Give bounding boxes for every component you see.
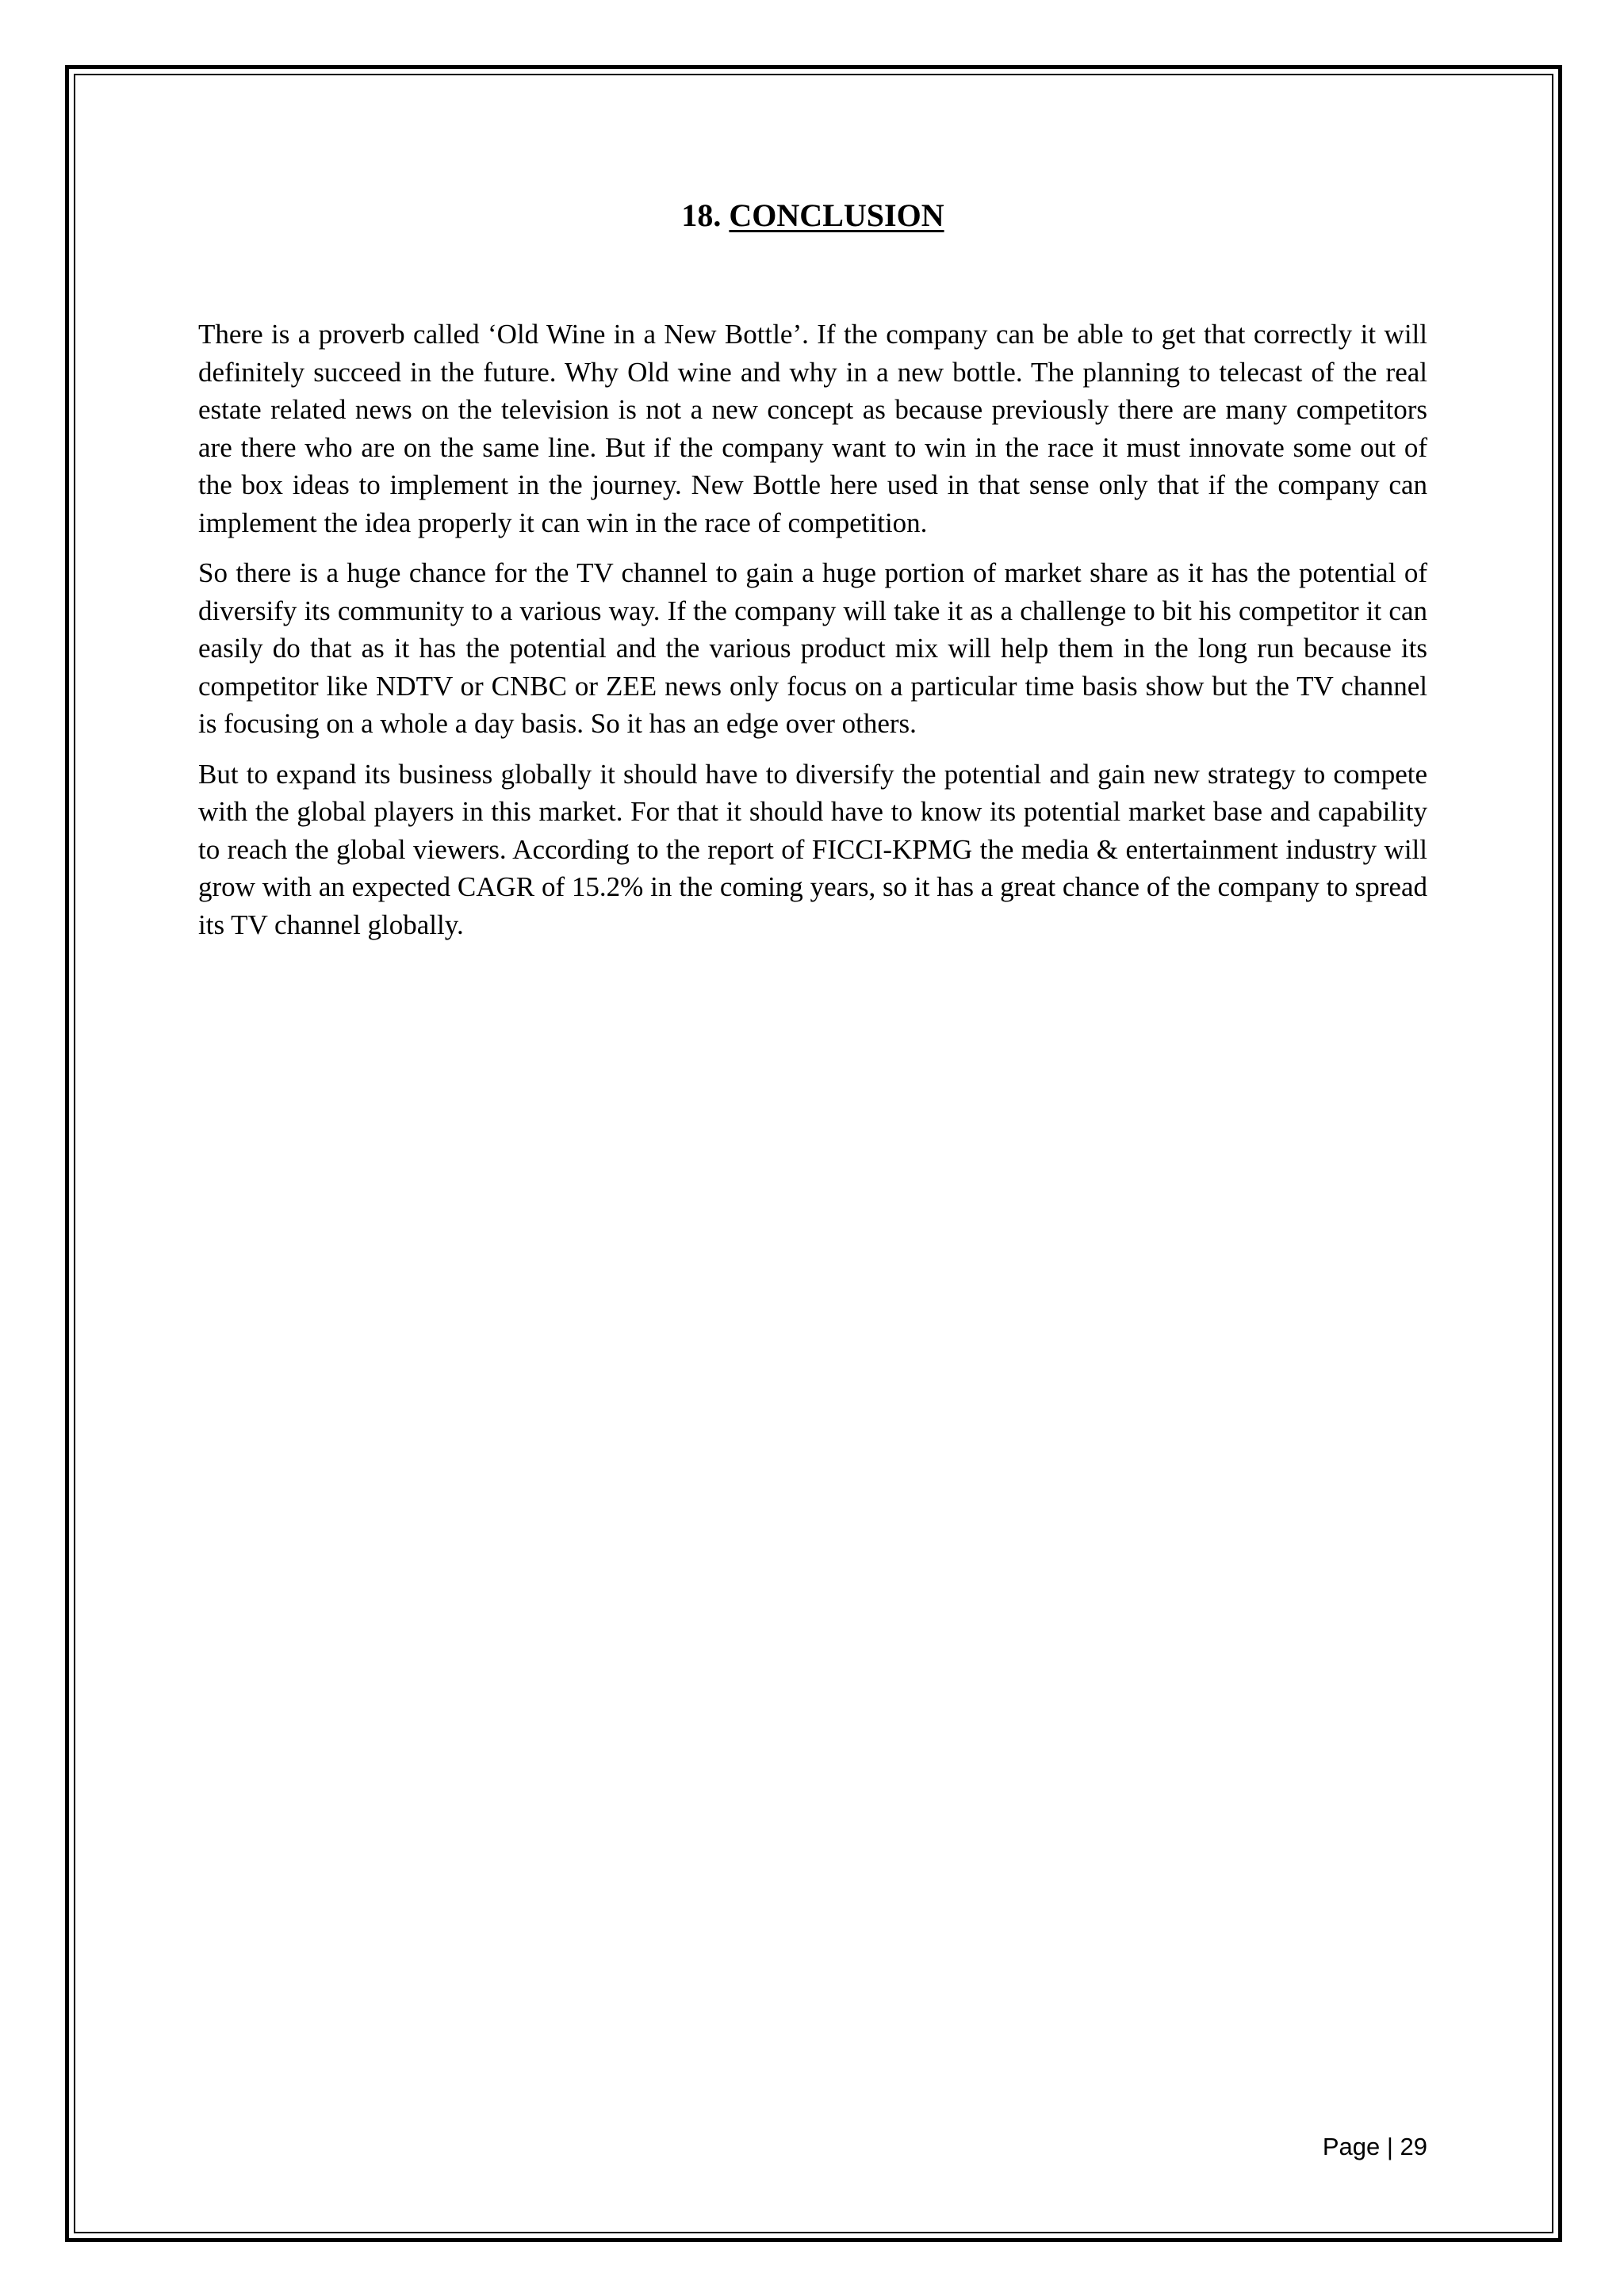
page-number: Page | 29	[1322, 2133, 1427, 2160]
section-heading	[198, 193, 1427, 238]
section-number: 18.	[681, 197, 722, 233]
body-text	[198, 316, 1427, 956]
paragraph-3: But to expand its business globally it should have to diversify the potential and gain new strategy to compete with the global players in this market. For that it should have to know its potential market base and capability to reach the global viewers. According to the report of FICCI-KPMG the media & entertainment industry will grow with an expected CAGR of 15.2% in the coming years, so it has a great chance of the company to spread its TV channel globally.	[198, 758, 1427, 940]
section-title: CONCLUSION	[729, 197, 944, 233]
paragraph-2: So there is a huge chance for the TV channel to gain a huge portion of market share as it has the potential of diversify its community to a various way. If the company will take it as a challenge to bit his competitor it can easily do that as it has the potential and the various product mix will help them in the long run because its competitor like NDTV or CNBC or ZEE news only focus on a particular time basis show but the TV channel is focusing on a whole a day basis. So it has an edge over others.	[198, 557, 1427, 739]
paragraph-1: There is a proverb called ‘Old Wine in a New Bottle’. If the company can be able to get that correctly it will definitely succeed in the future. Why Old wine and why in a new bottle. The planning to telecast of the real estate related news on the television is not a new concept as because previously there are many competitors are there who are on the same line. But if the company want to win in the race it must innovate some out of the box ideas to implement in the journey. New Bottle here used in that sense only that if the company can implement the idea properly it can win in the race of competition.	[198, 319, 1427, 538]
